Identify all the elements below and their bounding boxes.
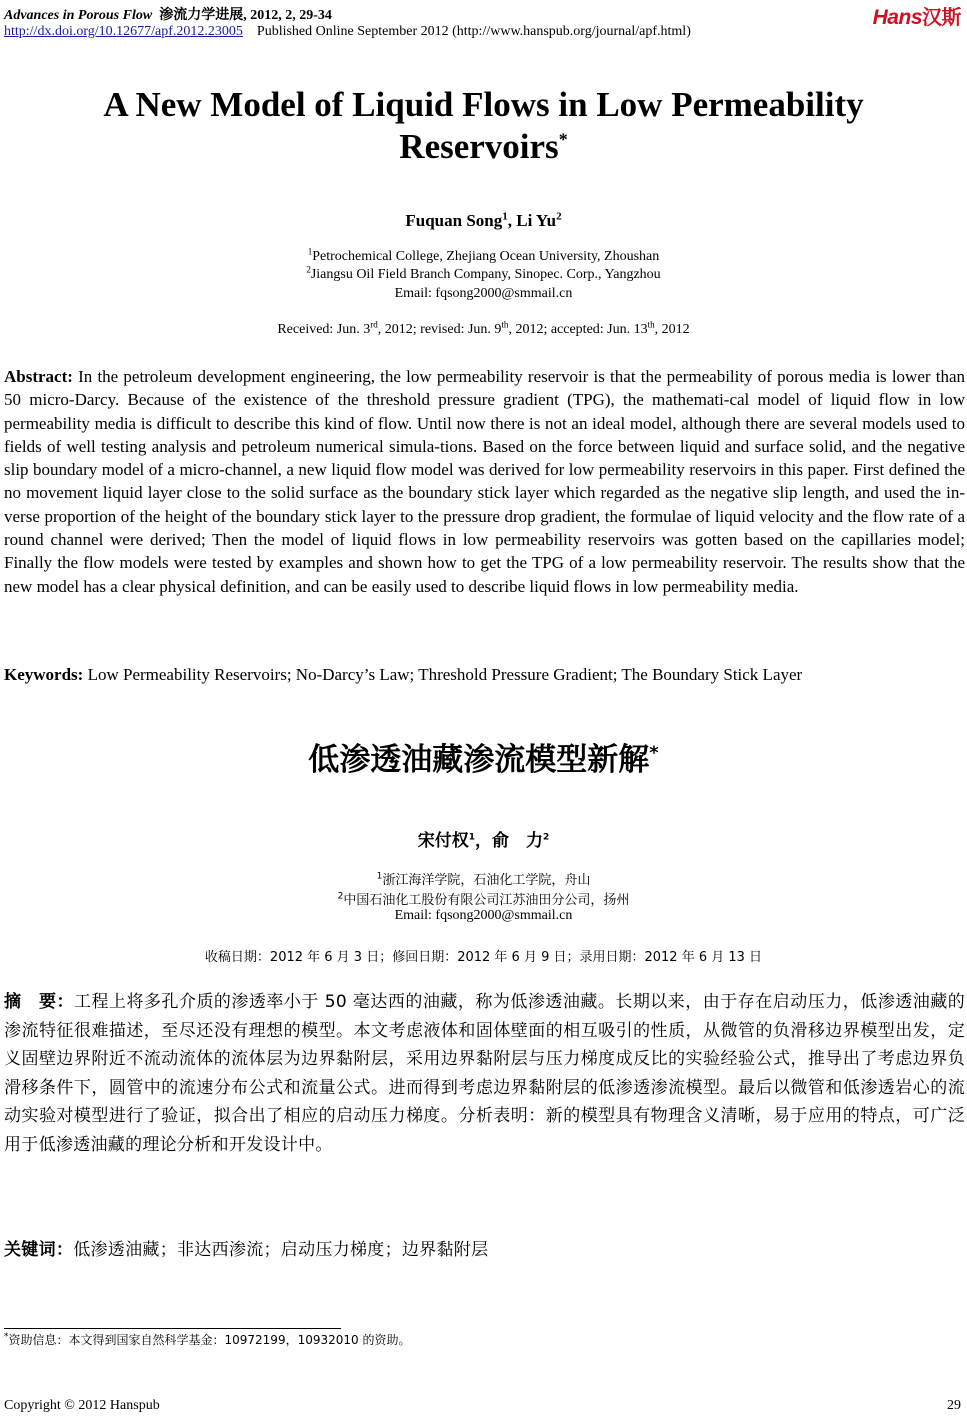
funding-footnote: *资助信息：本文得到国家自然科学基金：10972199，10932010 的资助。 (4, 1332, 411, 1347)
copyright: Copyright © 2012 Hanspub (4, 1398, 160, 1413)
authors: Fuquan Song$^1$, Li Yu$^2$ (405, 210, 562, 230)
title-footnote-mark: * (558, 129, 568, 150)
logo-cn: 汉斯 (922, 7, 961, 29)
abstract (4, 365, 965, 598)
doi-line (4, 24, 691, 40)
cn-affiliation-2: $^2$中国石油化工股份有限公司江苏油田分公司，扬州 (337, 891, 630, 908)
chinese-keywords (4, 1236, 965, 1265)
journal-header (4, 4, 332, 24)
author-1: Fuquan Song (405, 211, 503, 230)
cn-dates: 收稿日期：2012 年 6 月 3 日；修回日期：2012 年 6 月 9 日；录用日期：2012 年 6 月 13 日 (204, 950, 763, 965)
journal-cn-info: 渗流力学进展, 2012, 2, 29-34 (159, 8, 332, 23)
abstract-text: In the petroleum development engineering, the low permeability reservoir is that the permeability of porous media is lower than 50 micro-Darcy. Because of the existence of the threshold pressure gradient (TPG), the mathemati-cal model of liquid flow in low permeability media is difficult to describe this kind of flow. Until now there is not an ideal model, although there are several models used to fields of well testing analysis and petroleum numerical simula-tions. Based on the force between liquid and surface solid, and the negative slip boundary model of a micro-channel, a new liquid flow model was derived for low permeability reservoirs in this paper. First defined the no movement liquid layer close to the solid surface as the boundary stick layer which regarded as the negative slip length, and used the in-verse proportion of the height of the boundary stick layer to the pressure drop gradient, the formulae of liquid velocity and the flow rate of a round channel were derived; Then the model of liquid flows in low permeability reservoirs was gotten based on the capillaries model; Finally the flow models were tested by examples and shown how to get the TPG of a low permeability reservoir. The results show that the new model has a clear physical definition, and can be easily used to describe liquid flows in low permeability media. (4, 367, 965, 596)
title-line-1: A New Model of Liquid Flows in Low Permeability (103, 85, 864, 124)
affiliation-2: $^2$Jiangsu Oil Field Branch Company, Sinopec. Corp., Yangzhou (306, 264, 661, 282)
journal-name: Advances in Porous Flow (4, 8, 153, 23)
affiliation-1: $^1$Petrochemical College, Zhejiang Ocean University, Zhoushan (307, 246, 660, 264)
logo-latin: Hans (872, 6, 922, 29)
keywords-text: Low Permeability Reservoirs; No-Darcy’s Law; Threshold Pressure Gradient; The Boundary Stick Layer (83, 665, 803, 684)
hanspub-logo (873, 1, 961, 30)
author-email: Email: fqsong2000@smmail.cn (394, 286, 573, 301)
cn-title-footnote-mark: * (649, 742, 659, 764)
keywords-label: Keywords: (4, 665, 84, 684)
cn-abstract-text: 工程上将多孔介质的渗透率小于 50 毫达西的油藏，称为低渗透油藏。长期以来，由于存在启动压力，低渗透油藏的渗流特征很难描述，至尽还没有理想的模型。本文考虑液体和固体壁面的相互吸引的性质，从微管的负滑移边界模型出发，定义固壁边界附近不流动流体的流体层为边界黏附层，采用边界黏附层与压力梯度成反比的实验经验公式，推导出了考虑边界负滑移条件下，圆管中的流速分布公式和流量公式。进而得到考虑边界黏附层的低渗透渗流模型。最后以微管和低渗透岩心的流动实验对模型进行了验证，拟合出了相应的启动压力梯度。分析表明：新的模型具有物理含义清晰，易于应用的特点，可广泛用于低渗透油藏的理论分析和开发设计中。 (4, 992, 965, 1155)
chinese-abstract (4, 988, 965, 1160)
cn-keywords-text: 低渗透油藏；非达西渗流；启动压力梯度；边界黏附层 (73, 1240, 489, 1260)
cn-author-2: 俞 力 (492, 831, 543, 851)
cn-author-email: Email: fqsong2000@smmail.cn (394, 908, 573, 923)
footnote-divider (4, 1328, 341, 1329)
page-number: 29 (947, 1398, 961, 1413)
cn-author-1: 宋付权 (417, 831, 469, 851)
author-2: Li Yu (516, 211, 557, 230)
title-line-2: Reservoirs* (399, 127, 568, 166)
doi-link[interactable]: http://dx.doi.org/10.12677/apf.2012.23005 (4, 24, 243, 39)
received-dates: Received: Jun. 3rd, 2012; revised: Jun. 9th, 2012; accepted: Jun. 13th, 2012 (277, 319, 690, 337)
published-info: Published Online September 2012 (http://www.hanspub.org/journal/apf.html) (256, 24, 691, 39)
chinese-title: 低渗透油藏渗流模型新解* (308, 742, 659, 778)
cn-abstract-label: 摘 要： (4, 992, 74, 1012)
cn-affiliation-1: $^1$浙江海洋学院，石油化工学院，舟山 (376, 871, 591, 888)
paper-title (0, 84, 967, 168)
keywords (4, 663, 965, 686)
chinese-authors: 宋付权$^1$，俞 力$^2$ (417, 831, 550, 851)
cn-keywords-label: 关键词： (4, 1240, 74, 1260)
abstract-label: Abstract: (4, 367, 73, 386)
